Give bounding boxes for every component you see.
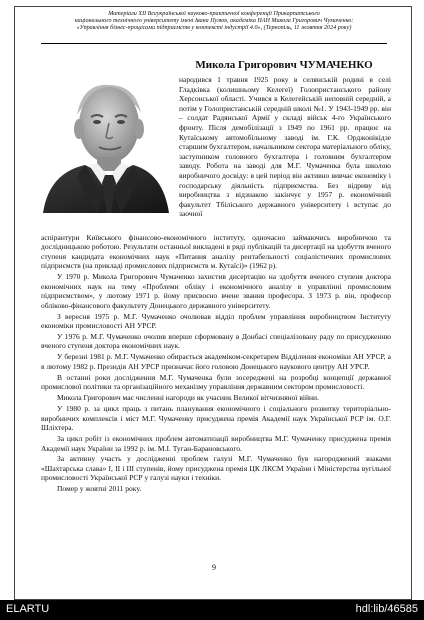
- conference-header: [41, 11, 387, 32]
- person-name-title: Микола Григорович ЧУМАЧЕНКО: [195, 59, 373, 71]
- bio-paragraph: У 1976 р. М.Г. Чумаченко очолив вперше сформовану в Донбасі спеціалізовану раду по присудженню вченого ступеня доктора економічних наук.: [41, 332, 391, 351]
- bio-paragraph: З вересня 1975 р. М.Г. Чумаченко очолював відділ проблем управління виробництвом Інституту економіки промисловості АН УРСР.: [41, 311, 391, 331]
- header-line-2: національного технічного університету імені Івана Пулюя, академіка НАН Микола Григорович Чумаченко:: [74, 18, 354, 24]
- bio-paragraph: Микола Григорович має численні нагороди як учасник Великої вітчизняної війни.: [57, 393, 319, 403]
- repository-name: ELARTU: [6, 603, 50, 615]
- header-line-3: «Управління бізнес-процесами підприємств у контексті індустрії 4.0», (Тернопіль, 11 жовтня 2024 року): [76, 25, 352, 31]
- portrait-photo: [37, 73, 171, 213]
- document-page: [14, 6, 412, 600]
- bio-paragraph: В останні роки дослідження М.Г. Чумаченка були зосереджені на розробці концепції державної промислової політики та організаційного механізму управління державним сектором промисловості.: [41, 372, 391, 392]
- bio-paragraph: аспірантури Київського фінансово-економічного інституту, одночасно займаючись виробничою та дослідницькою роботою. Результати останньої викладені в ряді публікацій та дисертації на здобуття вченого ступеня кандидата економічних наук «Питання аналізу рентабельності соціалістичних промислових підприємств (на прикладі промислових підприємств м. Кутаїсі)» (1962 р).: [41, 233, 391, 271]
- header-line-1: Матеріали XII Всеукраїнської науково-практичної конференції Прикарпатського: [108, 11, 320, 17]
- bio-paragraph: За цикл робіт із економічних проблем автоматизації виробництва М.Г. Чумаченку присуджена премія Академії наук України за 1992 р. ім. М.І. Туган-Барановського.: [41, 434, 391, 453]
- bio-paragraph: У 1980 р. за цикл праць з питань планування економічного і соціального розвитку територіально-виробничих комплексів і міст М.Г. Чумаченку присуджена премія Академії наук Української РСР ім. О.Г. Шліхтера.: [41, 404, 391, 433]
- page-number: 9: [212, 563, 216, 572]
- bio-intro-text: народився 1 травня 1925 року в селянській родині в селі Гладківка (колишньому Келегеї) Голопристанського району Херсонської області. Учився в Келегейській неповній середній, а потім у Голопристанській середній школі №1. У 1943-1949 рр. він – солдат Радянської Армії у складі військ 4-го Українського фронту. Після демобілізації з 1949 по 1961 рр. працює на Кутаїському автомобільному заводі ім. Г.К. Орджонікідзе старшим бухгалтером, начальником сектора матеріального обліку, заступником головного бухгалтера і головним бухгалтером заводу. Робота на заводі для М.Г. Чумаченка була школою виробничого досвіду: в цей період він активно вивчає економіку і господарську діяльність підприємства. Без відриву від виробництва з відзнакою закінчує у 1957 р. економічний факультет Тбіліського державного університету і вступає до заочної: [179, 75, 391, 219]
- handle-identifier: hdl:lib/46585: [355, 603, 418, 615]
- bio-paragraph: У березні 1981 р. М.Г. Чумаченко обирається академіком-секретарем Відділення економіки АН УРСР, а в лютому 1982 р. Президія АН УРСР призначає його головою Донецького наукового центру АН УРСР.: [41, 352, 391, 371]
- header-divider: [41, 43, 387, 44]
- bio-paragraph: Помер у жовтні 2011 року.: [57, 484, 142, 494]
- bio-paragraph: За активну участь у дослідженні проблем галузі М.Г. Чумаченко був нагороджений знаками «Шахтарська слава» І, ІІ і ІІІ ступенів, йому присуджена премія ЦК ЛКСМ України і Міністерства вугільної промисловості Української РСР у галузі науки і техніки.: [41, 454, 391, 483]
- footer-bar: [0, 600, 424, 620]
- bio-paragraph: У 1970 р. Микола Григорович Чумаченко захистив дисертацію на здобуття вченого ступеня доктора економічних наук на тему «Проблеми обліку і економічного аналізу в управлінні промисловим підприємством», у лютому 1971 р. йому присвоєно вчене звання професора. З 1973 р. він, професор обліково-фінансового факультету Донецького державного університету.: [41, 272, 391, 310]
- biography-body: [41, 233, 391, 494]
